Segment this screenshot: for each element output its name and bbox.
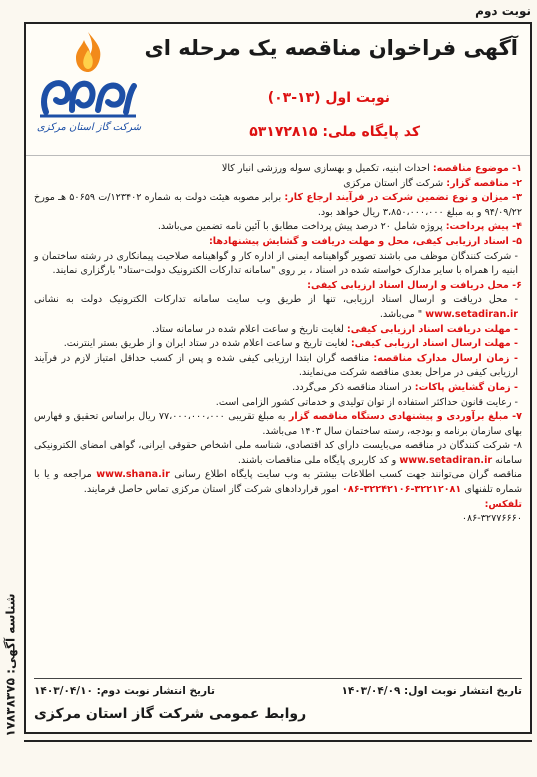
gas-flame-icon: [70, 30, 106, 74]
item-estimate: ۷- مبلغ برآوردی و پیشنهادی دستگاه مناقصه گزار به مبلغ تقریبی ۷۷،۰۰۰،۰۰۰،۰۰۰ ریال براساس تحقیق و فهارس بهای سازمان برنامه و بودجه، رسته ساختمان سال ۱۴۰۳ می‌باشد.: [34, 411, 522, 437]
setad-link-2[interactable]: www.setadiran.ir: [399, 454, 493, 466]
contact-paragraph: مناقصه گران می‌توانند جهت کسب اطلاعات بیشتر به وب سایت پایگاه اطلاع رسانی www.shana.ir مراجعه و یا با شماره تلفنهای ۳۲۲۱۲۰۸۱-۳۲۲۴۲۱۰۶-۰۸۶ امور قراردادهای شرکت گاز استان مرکزی تماس حاصل فرمایند.: [34, 469, 522, 496]
phone-numbers: ۳۲۲۱۲۰۸۱-۳۲۲۴۲۱۰۶-۰۸۶: [342, 484, 462, 496]
bottom-rule: [24, 740, 532, 742]
setad-link[interactable]: www.setadiran.ir: [425, 308, 518, 320]
notice-header: [26, 24, 530, 156]
item-guarantee: ۳- میزان و نوع تضمین شرکت در فرآیند ارجاع کار: برابر مصوبه هیئت دولت به شماره ۱۲۳۴۰۲/ت ۵۰۶۵۹ هـ مورخ ۹۴/۰۹/۲۲ و به مبلغ ۳،۸۵۰،۰۰۰،۰۰۰ ریال خواهد بود.: [34, 192, 522, 218]
item-subject: ۱- موضوع مناقصه: احداث ابنیه، تکمیل و بهسازی سوله ورزشی انبار کالا: [221, 163, 522, 174]
item-prepayment: ۴- پیش پرداخت: پروژه شامل ۲۰ درصد پیش پرداخت مطابق با آئین نامه تضمین می‌باشد.: [157, 221, 522, 233]
public-relations-signature: روابط عمومی شرکت گاز استان مرکزی: [34, 706, 307, 722]
publication-dates: [34, 678, 522, 697]
domestic-law-note: - رعایت قانون حداکثر استفاده از توان تولیدی و خدماتی کشور الزامی است.: [215, 396, 518, 408]
notice-body: [34, 162, 522, 527]
round-number: نوبت اول (۱۳-۰۳): [267, 90, 390, 106]
notice-title: آگهی فراخوان مناقصه یک مرحله ای: [144, 36, 518, 60]
second-publication-date: تاریخ انتشار نوبت دوم: ۱۴۰۳/۰۴/۱۰: [34, 685, 215, 697]
side-code-strip: [2, 560, 20, 770]
gas-company-wordmark-icon: [38, 72, 138, 118]
deadline-send: - مهلت ارسال اسناد ارزیابی کیفی: لغایت تاریخ و ساعت اعلام شده در ستاد ایران و از طریق بستر اینترنت.: [63, 338, 518, 350]
item-docs-heading: ۵- اسناد ارزیابی کیفی، محل و مهلت دریافت و گشایش پیشنهادها:: [208, 235, 522, 247]
fax-line: تلفکس: ۰۸۶-۳۲۷۷۶۶۶۰: [461, 498, 522, 525]
item-tenderer: ۲- مناقصه گزار: شرکت گاز استان مرکزی: [343, 177, 522, 189]
first-publication-date: تاریخ انتشار نوبت اول: ۱۴۰۳/۰۴/۰۹: [341, 685, 522, 697]
national-database-code: کد پایگاه ملی: ۵۳۱۷۲۸۱۵: [249, 124, 420, 140]
item-docs-text: - شرکت کنندگان موظف می باشند تصویر گواهینامه ایمنی از اداره کار و گواهینامه صلاحیت پیمانکاری در رشته ساختمان و ابنیه را همراه با سایر مدارک خواسته شده در اسناد ، بر روی "سامانه تدارکات الکترونیک دولت-ستاد" بارگزاری نمایند.: [34, 250, 518, 277]
deadline-documents: - زمان ارسال مدارک مناقصه: مناقصه گران ابتدا ارزیابی کیفی شده و پس از کسب حداقل امتیاز لازم در فرآیند ارزیابی کیفی در مراحل بعدی مناقصه شرکت می‌نمایند.: [34, 352, 518, 379]
item-submission-heading: ۶- محل دریافت و ارسال اسناد ارزیابی کیفی:: [307, 279, 522, 291]
tender-notice: [24, 22, 532, 734]
item-submission-text: - محل دریافت و ارسال اسناد ارزیابی، تنها از طریق وب سایت سامانه تدارکات الکترونیک دولت به نشانی www.setadiran.ir " می‌باشد.: [34, 294, 518, 320]
deadline-receive: - مهلت دریافت اسناد ارزیابی کیفی: لغایت تاریخ و ساعت اعلام شده در سامانه ستاد.: [152, 323, 518, 335]
item-requirements: ۸- شرکت کنندگان در مناقصه می‌بایست دارای کد اقتصادی، شناسه ملی اشخاص حقوقی ایرانی، گواهی امضای الکترونیکی سامانه www.setadiran.ir و کد کاربری پایگاه ملی مناقصات باشند.: [34, 440, 522, 466]
logo-caption: شرکت گاز استان مرکزی: [36, 122, 142, 133]
company-logo: [34, 28, 142, 152]
shana-link[interactable]: www.shana.ir: [96, 469, 170, 481]
ad-id-code: شناسه آگهی: ۱۷۸۳۸۳۷۵: [4, 593, 18, 737]
round-label: نوبت دوم: [475, 4, 531, 18]
fax-number: ۰۸۶-۳۲۷۷۶۶۶۰: [461, 513, 522, 525]
opening-time: - زمان گشایش پاکات: در اسناد مناقصه ذکر می‌گردد.: [292, 381, 518, 393]
